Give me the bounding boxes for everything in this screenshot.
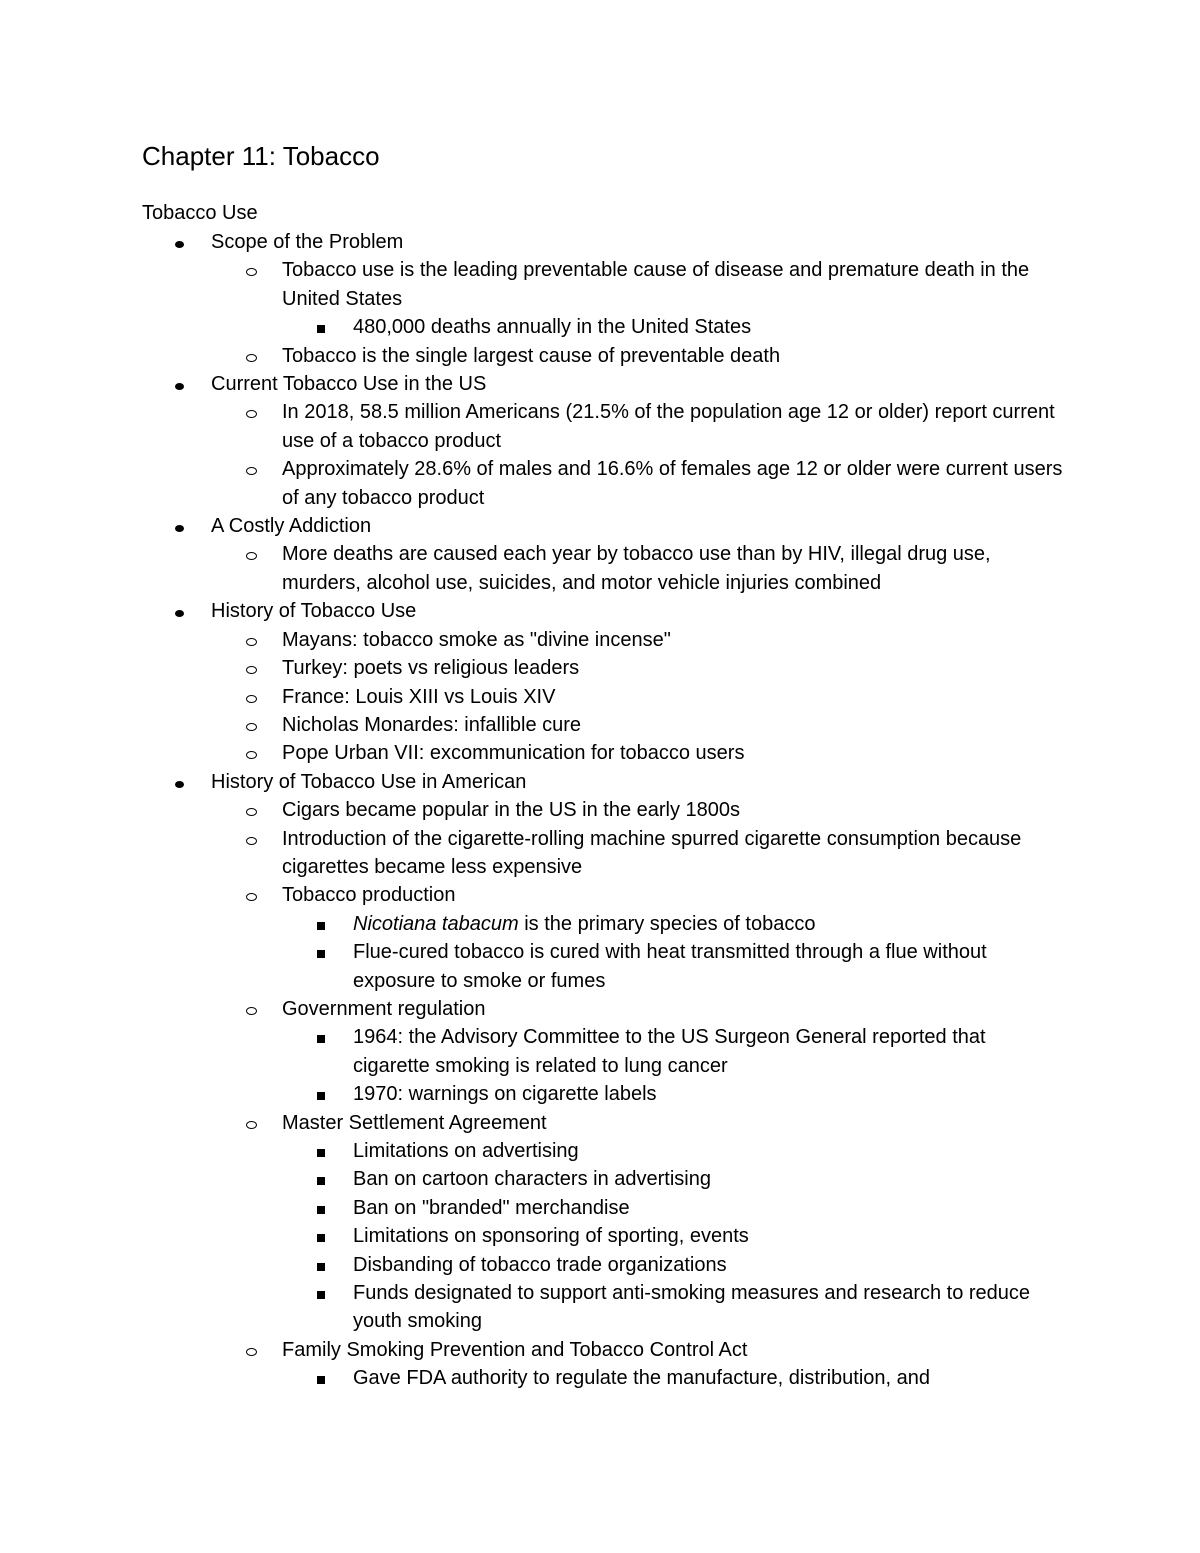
outline-item-level-3 [353, 1023, 1053, 1080]
outline-item-text: Tobacco use is the leading preventable cause of disease and premature death in the United States [282, 259, 1030, 310]
outline-item-text: Gave FDA authority to regulate the manufacture, distribution, and [353, 1367, 930, 1390]
outline-item-level-3 [353, 1194, 1053, 1222]
outline-item-level-2 [282, 711, 1072, 739]
outline-item-text: History of Tobacco Use in American [211, 770, 527, 793]
bullet-square-icon [317, 1251, 325, 1279]
outline-item-text: Nicholas Monardes: infallible cure [282, 713, 582, 736]
outline-item-text: Limitations on advertising [353, 1140, 579, 1162]
outline-item-level-2 [282, 825, 1072, 882]
outline-item-text: Tobacco is the single largest cause of preventable death [282, 344, 781, 367]
outline-item-text: Cigars became popular in the US in the early 1800s [282, 799, 741, 822]
outline-item-level-2 [282, 540, 1072, 597]
bullet-circle-icon [246, 683, 257, 711]
outline-item-level-3 [353, 938, 1053, 995]
outline-item-text: Approximately 28.6% of males and 16.6% of females age 12 or older were current users of any tobacco product [282, 458, 1063, 509]
outline-item-text: Introduction of the cigarette-rolling machine spurred cigarette consumption because cigarettes became less expensive [282, 827, 1022, 878]
section-heading: Tobacco Use [142, 202, 258, 224]
bullet-square-icon [317, 1364, 325, 1392]
outline-item-level-3 [353, 1137, 1053, 1165]
bullet-dot-icon [175, 512, 184, 540]
outline-item-level-1 [211, 228, 1200, 256]
outline-item-level-3 [353, 1165, 1053, 1193]
outline-item-text: Limitations on sponsoring of sporting, events [353, 1225, 749, 1248]
outline-item-level-3 [353, 313, 1053, 341]
bullet-square-icon [317, 938, 325, 966]
outline-item-level-2 [282, 995, 1072, 1023]
bullet-circle-icon [246, 654, 257, 682]
outline-item-level-2 [282, 654, 1072, 682]
species-name: Nicotiana tabacum [353, 912, 519, 935]
outline-item-text: Turkey: poets vs religious leaders [282, 657, 580, 680]
bullet-dot-icon [175, 768, 184, 796]
outline-item-level-2 [282, 342, 1072, 370]
outline-item-level-2 [282, 1336, 1072, 1364]
bullet-circle-icon [246, 342, 257, 370]
outline-item-level-2 [282, 881, 1072, 909]
outline-item-text: France: Louis XIII vs Louis XIV [282, 685, 556, 708]
outline-item-level-1 [211, 597, 1200, 625]
outline-item-level-3 [353, 1279, 1053, 1336]
bullet-square-icon [317, 1080, 325, 1108]
bullet-dot-icon [175, 597, 184, 625]
outline-item-text: More deaths are caused each year by tobacco use than by HIV, illegal drug use, murders, alcohol use, suicides, and motor vehicle injuries combined [282, 543, 991, 594]
outline-item-level-3 [353, 1251, 1053, 1279]
outline-item-text: 480,000 deaths annually in the United States [353, 316, 752, 339]
outline-item-text: Ban on "branded" merchandise [353, 1196, 630, 1219]
bullet-square-icon [317, 1023, 325, 1051]
outline-item-level-1 [211, 768, 1200, 796]
bullet-circle-icon [246, 1336, 257, 1364]
outline-item-text: Funds designated to support anti-smoking measures and research to reduce youth smoking [353, 1282, 1031, 1333]
bullet-square-icon [317, 1279, 325, 1307]
outline-item-level-1 [211, 370, 1200, 398]
bullet-square-icon [317, 313, 325, 341]
bullet-square-icon [317, 910, 325, 938]
outline-item-text: History of Tobacco Use [211, 600, 417, 623]
bullet-square-icon [317, 1137, 325, 1165]
bullet-circle-icon [246, 540, 257, 568]
outline-item-text: Flue-cured tobacco is cured with heat transmitted through a flue without exposure to smoke or fumes [353, 941, 987, 992]
outline-item-level-3 [353, 1080, 1053, 1108]
bullet-circle-icon [246, 455, 257, 483]
outline-item-text: Master Settlement Agreement [282, 1111, 547, 1134]
outline-item-text: 1970: warnings on cigarette labels [353, 1083, 657, 1106]
outline-item-level-3 [353, 910, 1053, 938]
outline-item-text: Ban on cartoon characters in advertising [353, 1168, 711, 1191]
outline-item-text: 1964: the Advisory Committee to the US Surgeon General reported that cigarette smoking is related to lung cancer [353, 1026, 986, 1077]
outline-item-text: Pope Urban VII: excommunication for tobacco users [282, 742, 745, 765]
outline-item-level-2 [282, 796, 1072, 824]
bullet-square-icon [317, 1222, 325, 1250]
bullet-circle-icon [246, 825, 257, 853]
outline-item-text: Current Tobacco Use in the US [211, 373, 487, 396]
outline-item-level-2 [282, 455, 1072, 512]
outline-item-level-2 [282, 256, 1072, 313]
outline-item-level-2 [282, 1109, 1072, 1137]
outline-item-text: Mayans: tobacco smoke as "divine incense" [282, 628, 671, 651]
bullet-outline [0, 228, 1200, 1393]
outline-item-level-3 [353, 1222, 1053, 1250]
bullet-square-icon [317, 1194, 325, 1222]
page-title: Chapter 11: Tobacco [142, 141, 380, 171]
bullet-dot-icon [175, 370, 184, 398]
outline-item-level-2 [282, 398, 1072, 455]
outline-item-text: Disbanding of tobacco trade organizations [353, 1253, 727, 1276]
bullet-circle-icon [246, 995, 257, 1023]
bullet-dot-icon [175, 228, 184, 256]
outline-item-level-2 [282, 739, 1072, 767]
outline-item-level-2 [282, 626, 1072, 654]
outline-item-level-1 [211, 512, 1200, 540]
bullet-circle-icon [246, 398, 257, 426]
bullet-circle-icon [246, 739, 257, 767]
outline-item-text: Family Smoking Prevention and Tobacco Control Act [282, 1338, 748, 1361]
outline-item-text: Nicotiana tabacum is the primary species of tobacco [353, 912, 816, 935]
outline-item-text: Scope of the Problem [211, 231, 404, 253]
bullet-circle-icon [246, 711, 257, 739]
outline-item-text: In 2018, 58.5 million Americans (21.5% of the population age 12 or older) report current use of a tobacco product [282, 401, 1055, 452]
bullet-square-icon [317, 1165, 325, 1193]
outline-item-level-2 [282, 683, 1072, 711]
bullet-circle-icon [246, 1109, 257, 1137]
outline-item-text: A Costly Addiction [211, 515, 372, 538]
bullet-circle-icon [246, 796, 257, 824]
outline-item-level-3 [353, 1364, 1053, 1392]
bullet-circle-icon [246, 881, 257, 909]
outline-item-text: Government regulation [282, 997, 486, 1020]
outline-item-text: Tobacco production [282, 884, 456, 907]
bullet-circle-icon [246, 256, 257, 284]
bullet-circle-icon [246, 626, 257, 654]
